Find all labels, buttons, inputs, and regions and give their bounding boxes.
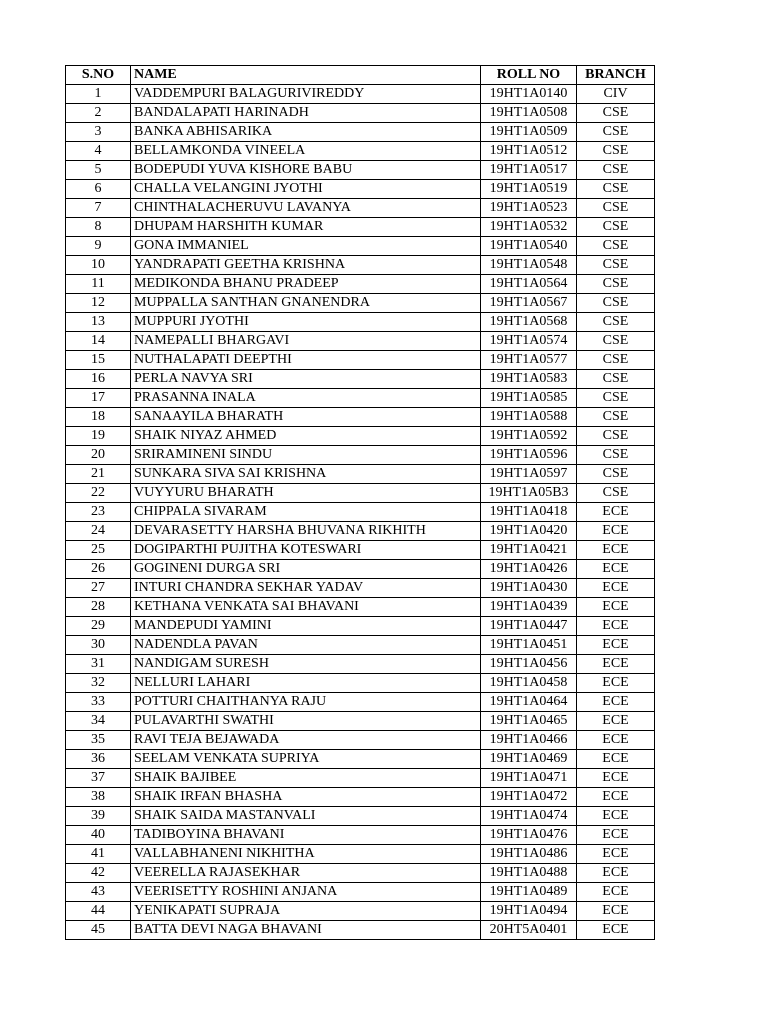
row-sno: 30 <box>66 636 131 655</box>
row-roll-no: 19HT1A0540 <box>481 237 577 256</box>
table-row <box>66 256 655 275</box>
row-branch: CSE <box>577 180 655 199</box>
row-roll-no: 19HT1A0509 <box>481 123 577 142</box>
row-sno: 4 <box>66 142 131 161</box>
row-name: VALLABHANENI NIKHITHA <box>131 845 481 864</box>
row-roll-no: 19HT1A0458 <box>481 674 577 693</box>
table-row <box>66 370 655 389</box>
row-sno: 31 <box>66 655 131 674</box>
row-roll-no: 19HT1A0588 <box>481 408 577 427</box>
row-name: POTTURI CHAITHANYA RAJU <box>131 693 481 712</box>
row-branch: CSE <box>577 446 655 465</box>
table-row <box>66 389 655 408</box>
row-name: DOGIPARTHI PUJITHA KOTESWARI <box>131 541 481 560</box>
row-roll-no: 19HT1A0548 <box>481 256 577 275</box>
table-row <box>66 351 655 370</box>
row-name: DEVARASETTY HARSHA BHUVANA RIKHITH <box>131 522 481 541</box>
row-roll-no: 19HT1A0472 <box>481 788 577 807</box>
row-branch: CSE <box>577 408 655 427</box>
row-roll-no: 19HT1A0494 <box>481 902 577 921</box>
row-sno: 9 <box>66 237 131 256</box>
row-name: PULAVARTHI SWATHI <box>131 712 481 731</box>
table-row <box>66 769 655 788</box>
row-roll-no: 19HT1A0592 <box>481 427 577 446</box>
row-sno: 17 <box>66 389 131 408</box>
row-name: DHUPAM HARSHITH KUMAR <box>131 218 481 237</box>
row-branch: CIV <box>577 85 655 104</box>
row-roll-no: 19HT1A0476 <box>481 826 577 845</box>
row-sno: 33 <box>66 693 131 712</box>
row-name: BATTA DEVI NAGA BHAVANI <box>131 921 481 940</box>
row-sno: 37 <box>66 769 131 788</box>
row-roll-no: 19HT1A0517 <box>481 161 577 180</box>
table-row <box>66 693 655 712</box>
row-branch: CSE <box>577 484 655 503</box>
row-branch: ECE <box>577 807 655 826</box>
row-roll-no: 19HT1A0471 <box>481 769 577 788</box>
table-row <box>66 750 655 769</box>
row-branch: CSE <box>577 256 655 275</box>
row-sno: 12 <box>66 294 131 313</box>
table-row <box>66 655 655 674</box>
table-row <box>66 731 655 750</box>
row-name: SHAIK SAIDA MASTANVALI <box>131 807 481 826</box>
row-name: SHAIK NIYAZ AHMED <box>131 427 481 446</box>
row-name: SHAIK BAJIBEE <box>131 769 481 788</box>
row-sno: 34 <box>66 712 131 731</box>
row-name: VUYYURU BHARATH <box>131 484 481 503</box>
row-name: NAMEPALLI BHARGAVI <box>131 332 481 351</box>
row-branch: ECE <box>577 921 655 940</box>
row-roll-no: 19HT1A0585 <box>481 389 577 408</box>
row-sno: 42 <box>66 864 131 883</box>
row-name: NANDIGAM SURESH <box>131 655 481 674</box>
row-sno: 24 <box>66 522 131 541</box>
row-sno: 25 <box>66 541 131 560</box>
row-roll-no: 19HT1A0508 <box>481 104 577 123</box>
row-name: CHALLA VELANGINI JYOTHI <box>131 180 481 199</box>
row-roll-no: 19HT1A0577 <box>481 351 577 370</box>
row-name: VADDEMPURI BALAGURIVIREDDY <box>131 85 481 104</box>
row-branch: CSE <box>577 294 655 313</box>
row-branch: ECE <box>577 731 655 750</box>
table-row <box>66 883 655 902</box>
row-name: BODEPUDI YUVA KISHORE BABU <box>131 161 481 180</box>
row-sno: 40 <box>66 826 131 845</box>
row-sno: 13 <box>66 313 131 332</box>
row-roll-no: 19HT1A0488 <box>481 864 577 883</box>
row-roll-no: 19HT1A0451 <box>481 636 577 655</box>
table-row <box>66 864 655 883</box>
table-row <box>66 902 655 921</box>
row-name: VEERELLA RAJASEKHAR <box>131 864 481 883</box>
row-name: BANDALAPATI HARINADH <box>131 104 481 123</box>
table-row <box>66 180 655 199</box>
table-row <box>66 807 655 826</box>
table-row <box>66 826 655 845</box>
row-branch: CSE <box>577 465 655 484</box>
table-row <box>66 845 655 864</box>
row-branch: ECE <box>577 845 655 864</box>
row-name: MUPPURI JYOTHI <box>131 313 481 332</box>
row-roll-no: 19HT1A0447 <box>481 617 577 636</box>
table-row <box>66 294 655 313</box>
table-row <box>66 237 655 256</box>
row-roll-no: 19HT1A0596 <box>481 446 577 465</box>
row-branch: ECE <box>577 655 655 674</box>
row-branch: CSE <box>577 123 655 142</box>
row-roll-no: 19HT1A0512 <box>481 142 577 161</box>
row-branch: CSE <box>577 161 655 180</box>
row-name: YENIKAPATI SUPRAJA <box>131 902 481 921</box>
table-row <box>66 275 655 294</box>
row-sno: 32 <box>66 674 131 693</box>
table-row <box>66 104 655 123</box>
row-roll-no: 19HT1A0418 <box>481 503 577 522</box>
table-row <box>66 921 655 940</box>
row-name: SANAAYILA BHARATH <box>131 408 481 427</box>
row-roll-no: 19HT1A0597 <box>481 465 577 484</box>
row-roll-no: 19HT1A0466 <box>481 731 577 750</box>
row-roll-no: 19HT1A0430 <box>481 579 577 598</box>
table-row <box>66 560 655 579</box>
row-branch: CSE <box>577 370 655 389</box>
row-branch: CSE <box>577 237 655 256</box>
row-sno: 19 <box>66 427 131 446</box>
row-roll-no: 19HT1A05B3 <box>481 484 577 503</box>
row-branch: ECE <box>577 636 655 655</box>
row-name: BELLAMKONDA VINEELA <box>131 142 481 161</box>
table-row <box>66 712 655 731</box>
row-roll-no: 19HT1A0439 <box>481 598 577 617</box>
row-roll-no: 19HT1A0464 <box>481 693 577 712</box>
row-sno: 16 <box>66 370 131 389</box>
row-roll-no: 19HT1A0564 <box>481 275 577 294</box>
row-sno: 45 <box>66 921 131 940</box>
table-row <box>66 465 655 484</box>
row-branch: ECE <box>577 883 655 902</box>
row-branch: ECE <box>577 788 655 807</box>
row-name: MUPPALLA SANTHAN GNANENDRA <box>131 294 481 313</box>
row-branch: CSE <box>577 313 655 332</box>
table-row <box>66 142 655 161</box>
row-roll-no: 19HT1A0523 <box>481 199 577 218</box>
table-row <box>66 218 655 237</box>
row-branch: CSE <box>577 218 655 237</box>
row-branch: CSE <box>577 427 655 446</box>
row-sno: 35 <box>66 731 131 750</box>
table-header <box>66 66 655 85</box>
row-branch: ECE <box>577 769 655 788</box>
row-roll-no: 19HT1A0489 <box>481 883 577 902</box>
header-name: NAME <box>131 66 481 85</box>
table-row <box>66 313 655 332</box>
row-roll-no: 19HT1A0568 <box>481 313 577 332</box>
row-branch: ECE <box>577 902 655 921</box>
row-name: TADIBOYINA BHAVANI <box>131 826 481 845</box>
table-row <box>66 788 655 807</box>
header-sno: S.NO <box>66 66 131 85</box>
table-row <box>66 579 655 598</box>
row-name: KETHANA VENKATA SAI BHAVANI <box>131 598 481 617</box>
row-sno: 28 <box>66 598 131 617</box>
row-branch: ECE <box>577 693 655 712</box>
row-branch: CSE <box>577 332 655 351</box>
row-sno: 41 <box>66 845 131 864</box>
row-sno: 10 <box>66 256 131 275</box>
row-roll-no: 19HT1A0140 <box>481 85 577 104</box>
row-sno: 14 <box>66 332 131 351</box>
row-sno: 38 <box>66 788 131 807</box>
header-roll-no: ROLL NO <box>481 66 577 85</box>
table-row <box>66 541 655 560</box>
table-row <box>66 199 655 218</box>
row-sno: 21 <box>66 465 131 484</box>
row-roll-no: 19HT1A0519 <box>481 180 577 199</box>
table-row <box>66 427 655 446</box>
row-sno: 36 <box>66 750 131 769</box>
row-name: SUNKARA SIVA SAI KRISHNA <box>131 465 481 484</box>
row-branch: ECE <box>577 579 655 598</box>
row-roll-no: 19HT1A0420 <box>481 522 577 541</box>
row-branch: ECE <box>577 560 655 579</box>
table-row <box>66 85 655 104</box>
row-roll-no: 20HT5A0401 <box>481 921 577 940</box>
table-row <box>66 408 655 427</box>
row-sno: 6 <box>66 180 131 199</box>
row-roll-no: 19HT1A0583 <box>481 370 577 389</box>
row-name: GOGINENI DURGA SRI <box>131 560 481 579</box>
row-name: NUTHALAPATI DEEPTHI <box>131 351 481 370</box>
row-name: CHIPPALA SIVARAM <box>131 503 481 522</box>
row-roll-no: 19HT1A0532 <box>481 218 577 237</box>
row-name: CHINTHALACHERUVU LAVANYA <box>131 199 481 218</box>
row-sno: 15 <box>66 351 131 370</box>
row-roll-no: 19HT1A0574 <box>481 332 577 351</box>
row-roll-no: 19HT1A0486 <box>481 845 577 864</box>
row-name: SHAIK IRFAN BHASHA <box>131 788 481 807</box>
header-row <box>66 66 655 85</box>
row-name: BANKA ABHISARIKA <box>131 123 481 142</box>
row-name: INTURI CHANDRA SEKHAR YADAV <box>131 579 481 598</box>
row-name: RAVI TEJA BEJAWADA <box>131 731 481 750</box>
row-name: PRASANNA INALA <box>131 389 481 408</box>
row-branch: ECE <box>577 826 655 845</box>
row-sno: 23 <box>66 503 131 522</box>
row-name: SEELAM VENKATA SUPRIYA <box>131 750 481 769</box>
row-sno: 1 <box>66 85 131 104</box>
row-sno: 18 <box>66 408 131 427</box>
table-row <box>66 161 655 180</box>
table-row <box>66 484 655 503</box>
row-sno: 2 <box>66 104 131 123</box>
table-body <box>66 85 655 940</box>
row-sno: 11 <box>66 275 131 294</box>
row-roll-no: 19HT1A0421 <box>481 541 577 560</box>
row-branch: ECE <box>577 750 655 769</box>
row-roll-no: 19HT1A0474 <box>481 807 577 826</box>
row-branch: ECE <box>577 617 655 636</box>
row-sno: 43 <box>66 883 131 902</box>
table-row <box>66 123 655 142</box>
row-branch: ECE <box>577 522 655 541</box>
row-name: MANDEPUDI YAMINI <box>131 617 481 636</box>
row-sno: 39 <box>66 807 131 826</box>
row-name: SRIRAMINENI SINDU <box>131 446 481 465</box>
row-roll-no: 19HT1A0426 <box>481 560 577 579</box>
row-branch: CSE <box>577 389 655 408</box>
row-roll-no: 19HT1A0469 <box>481 750 577 769</box>
row-sno: 7 <box>66 199 131 218</box>
header-branch: BRANCH <box>577 66 655 85</box>
table-row <box>66 332 655 351</box>
row-name: PERLA NAVYA SRI <box>131 370 481 389</box>
table-row <box>66 617 655 636</box>
row-branch: CSE <box>577 275 655 294</box>
row-branch: CSE <box>577 351 655 370</box>
row-roll-no: 19HT1A0567 <box>481 294 577 313</box>
row-sno: 20 <box>66 446 131 465</box>
row-sno: 8 <box>66 218 131 237</box>
student-roster-table <box>65 65 655 940</box>
row-branch: ECE <box>577 712 655 731</box>
row-name: GONA IMMANIEL <box>131 237 481 256</box>
row-sno: 26 <box>66 560 131 579</box>
table-row <box>66 503 655 522</box>
row-sno: 29 <box>66 617 131 636</box>
table-row <box>66 446 655 465</box>
row-sno: 5 <box>66 161 131 180</box>
row-sno: 27 <box>66 579 131 598</box>
table-row <box>66 598 655 617</box>
row-sno: 3 <box>66 123 131 142</box>
row-name: MEDIKONDA BHANU PRADEEP <box>131 275 481 294</box>
row-branch: ECE <box>577 503 655 522</box>
row-branch: CSE <box>577 142 655 161</box>
row-branch: ECE <box>577 541 655 560</box>
row-branch: CSE <box>577 104 655 123</box>
row-name: NELLURI LAHARI <box>131 674 481 693</box>
table-row <box>66 674 655 693</box>
row-sno: 22 <box>66 484 131 503</box>
row-name: NADENDLA PAVAN <box>131 636 481 655</box>
row-name: YANDRAPATI GEETHA KRISHNA <box>131 256 481 275</box>
row-branch: CSE <box>577 199 655 218</box>
table-row <box>66 636 655 655</box>
row-roll-no: 19HT1A0465 <box>481 712 577 731</box>
row-sno: 44 <box>66 902 131 921</box>
row-branch: ECE <box>577 674 655 693</box>
row-roll-no: 19HT1A0456 <box>481 655 577 674</box>
table-row <box>66 522 655 541</box>
row-branch: ECE <box>577 864 655 883</box>
row-branch: ECE <box>577 598 655 617</box>
row-name: VEERISETTY ROSHINI ANJANA <box>131 883 481 902</box>
